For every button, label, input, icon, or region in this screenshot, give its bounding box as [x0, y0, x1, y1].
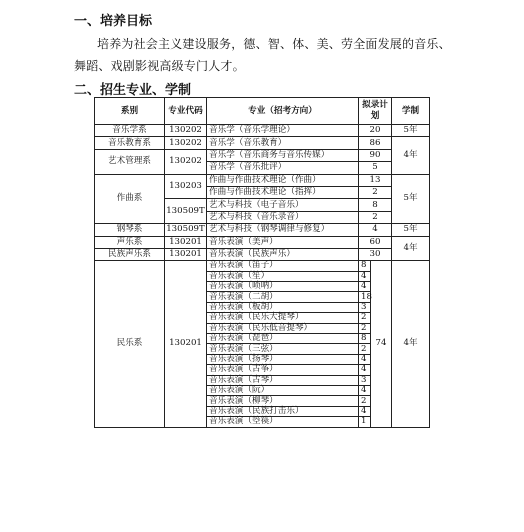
header-code: 专业代码 — [165, 98, 207, 125]
cell-years: 5年 — [392, 224, 430, 236]
table-header-row — [95, 98, 430, 125]
cell-count: 2 — [359, 344, 371, 354]
cell-plan: 30 — [359, 248, 392, 260]
cell-major: 音乐表演（笙） — [207, 271, 359, 281]
admission-table — [94, 97, 430, 428]
cell-count: 8 — [359, 261, 371, 271]
cell-plan-total: 74 — [371, 261, 392, 427]
cell-count: 3 — [359, 302, 371, 312]
cell-code: 130201 — [165, 236, 207, 248]
cell-major: 音乐学（音乐学理论） — [207, 125, 359, 137]
cell-years: 5年 — [392, 174, 430, 224]
cell-dept: 音乐教育系 — [95, 137, 165, 149]
cell-major: 音乐表演（笛子） — [207, 261, 359, 271]
cell-code: 130509T — [165, 199, 207, 224]
cell-count: 8 — [359, 334, 371, 344]
table-row — [95, 236, 430, 248]
header-plan: 拟录计划 — [359, 98, 392, 125]
cell-count: 4 — [359, 282, 371, 292]
cell-code: 130202 — [165, 125, 207, 137]
section-heading-goals: 一、培养目标 — [74, 14, 153, 29]
cell-major: 音乐表演（三弦） — [207, 344, 359, 354]
cell-major: 艺术与科技（音乐录音） — [207, 211, 359, 223]
cell-count: 2 — [359, 313, 371, 323]
section-heading-majors: 二、招生专业、学制 — [74, 83, 192, 98]
cell-code: 130201 — [165, 261, 207, 427]
cell-dept: 作曲系 — [95, 174, 165, 224]
cell-count: 2 — [359, 396, 371, 406]
cell-years: 5年 — [392, 125, 430, 137]
header-major: 专业（招考方向） — [207, 98, 359, 125]
cell-dept: 声乐系 — [95, 236, 165, 248]
header-dept: 系别 — [95, 98, 165, 125]
cell-count: 4 — [359, 354, 371, 364]
cell-major: 艺术与科技（电子音乐） — [207, 199, 359, 211]
cell-code: 130509T — [166, 224, 205, 235]
cell-major: 音乐表演（民族声乐） — [207, 248, 359, 260]
cell-major: 音乐表演（琵琶） — [207, 334, 359, 344]
cell-major: 音乐表演（扬琴） — [207, 354, 359, 364]
cell-count: 4 — [359, 406, 371, 416]
cell-code: 130201 — [165, 248, 207, 260]
cell-count: 3 — [359, 375, 371, 385]
cell-plan: 13 — [359, 174, 392, 186]
cell-plan: 5 — [359, 162, 392, 174]
cell-major: 音乐表演（民乐低音提琴） — [207, 323, 359, 333]
cell-major: 音乐表演（唢呐） — [207, 282, 359, 292]
table-row — [95, 149, 430, 161]
cell-years: 4年 — [392, 261, 430, 427]
table-row — [95, 261, 430, 271]
cell-major: 作曲与作曲技术理论（作曲） — [207, 174, 359, 186]
cell-count: 4 — [359, 365, 371, 375]
cell-major: 音乐表演（美声） — [207, 236, 359, 248]
cell-major: 音乐表演（柳琴） — [207, 396, 359, 406]
cell-plan: 2 — [359, 211, 392, 223]
cell-major: 音乐表演（古筝） — [207, 365, 359, 375]
cell-major: 音乐学（音乐商务与音乐传媒） — [207, 149, 359, 161]
cell-major: 音乐表演（民乐大提琴） — [207, 313, 359, 323]
cell-major: 音乐学（音乐批评） — [207, 162, 359, 174]
table-row — [95, 137, 430, 149]
cell-major: 音乐表演（古琴） — [207, 375, 359, 385]
cell-plan: 86 — [359, 137, 392, 149]
cell-major: 音乐表演（板胡） — [207, 302, 359, 312]
table-row — [95, 125, 430, 137]
cell-code: 130203 — [165, 174, 207, 199]
cell-count: 2 — [359, 323, 371, 333]
table-row — [95, 248, 430, 260]
cell-count: 1 — [359, 417, 371, 427]
cell-count: 4 — [359, 385, 371, 395]
cell-plan: 20 — [359, 125, 392, 137]
cell-major: 作曲与作曲技术理论（指挥） — [207, 186, 359, 198]
cell-major: 音乐表演（民族打击乐） — [207, 406, 359, 416]
cell-plan: 60 — [359, 236, 392, 248]
cell-dept: 艺术管理系 — [95, 149, 165, 174]
cell-dept: 钢琴系 — [95, 224, 165, 236]
cell-major: 音乐表演（箜篌） — [207, 417, 359, 427]
cell-count: 4 — [359, 271, 371, 281]
cell-dept: 民乐系 — [95, 261, 165, 427]
cell-plan: 4 — [359, 224, 392, 236]
cell-dept: 音乐学系 — [95, 125, 165, 137]
cell-code: 130202 — [165, 149, 207, 174]
cell-count: 18 — [359, 292, 371, 302]
table-row — [95, 224, 430, 236]
cell-years: 4年 — [392, 236, 430, 261]
cell-dept: 民族声乐系 — [95, 248, 165, 260]
cell-plan: 90 — [359, 149, 392, 161]
cell-plan: 2 — [359, 186, 392, 198]
cell-major: 音乐表演（二胡） — [207, 292, 359, 302]
table-row — [95, 174, 430, 186]
cell-major: 音乐学（音乐教育） — [207, 137, 359, 149]
header-years: 学制 — [392, 98, 430, 125]
cell-major: 音乐表演（阮） — [207, 385, 359, 395]
cell-code: 130202 — [165, 137, 207, 149]
cell-years: 4年 — [392, 137, 430, 174]
goals-paragraph: 培养为社会主义建设服务，德、智、体、美、劳全面发展的音乐、舞蹈、戏剧影视高级专门人才。 — [74, 37, 451, 73]
cell-major: 艺术与科技（钢琴调律与修复） — [207, 224, 359, 236]
cell-plan: 8 — [359, 199, 392, 211]
